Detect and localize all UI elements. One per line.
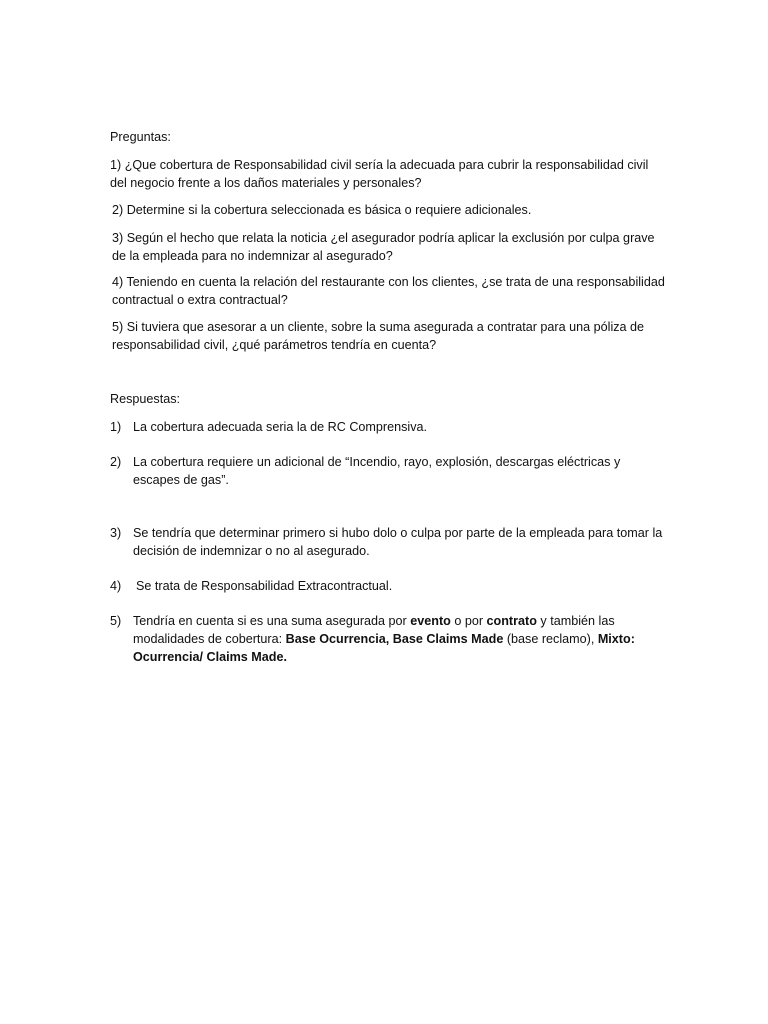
answer-number: 2) xyxy=(110,455,122,469)
question-5: 5) Si tuviera que asesorar a un cliente, sobre la suma asegurada a contratar para una póliza de responsabilidad civil, ¿qué parámetros tendría en cuenta? xyxy=(112,320,645,352)
answer-number: 3) xyxy=(110,526,122,540)
answer-text-part: o por xyxy=(450,614,487,628)
respuestas-heading: Respuestas: xyxy=(110,392,181,406)
question-2: 2) Determine si la cobertura seleccionada es básica o requiere adicionales. xyxy=(112,203,532,217)
answer-text-bold: Mixto: Ocurrencia/ Claims Made. xyxy=(133,632,635,664)
answer-number: 4) xyxy=(110,579,122,593)
answer-text: Se trata de Responsabilidad Extracontractual. xyxy=(136,579,393,593)
answer-text: La cobertura adecuada seria la de RC Comprensiva. xyxy=(133,420,428,434)
answer-text: Se tendría que determinar primero si hubo dolo o culpa por parte de la empleada para tomar la decisión de indemnizar o no al asegurado. xyxy=(133,526,663,558)
answer-number: 5) xyxy=(110,614,122,628)
question-3: 3) Según el hecho que relata la noticia ¿el asegurador podría aplicar la exclusión por culpa grave de la empleada para no indemnizar al asegurado? xyxy=(112,231,655,263)
question-4: 4) Teniendo en cuenta la relación del restaurante con los clientes, ¿se trata de una responsabilidad contractual o extra contractual? xyxy=(112,275,665,307)
answer-text-part: Tendría en cuenta si es una suma asegurada por xyxy=(133,614,411,628)
answer-text-part: (base reclamo), xyxy=(503,632,598,646)
answer-text-bold: Base Ocurrencia, Base Claims Made xyxy=(285,632,504,646)
answer-4 xyxy=(110,577,670,595)
answer-text: La cobertura requiere un adicional de “Incendio, rayo, explosión, descargas eléctricas y escapes de gas”. xyxy=(133,455,621,487)
answer-5 xyxy=(110,612,670,666)
answer-text-bold: evento xyxy=(410,614,451,628)
preguntas-heading: Preguntas: xyxy=(110,130,171,144)
question-1: 1) ¿Que cobertura de Responsabilidad civil sería la adecuada para cubrir la responsabilidad civil del negocio frente a los daños materiales y personales? xyxy=(110,158,649,190)
answer-1 xyxy=(110,418,670,436)
answer-text xyxy=(133,612,670,666)
answer-text-bold: contrato xyxy=(486,614,537,628)
answer-number: 1) xyxy=(110,420,122,434)
answer-3 xyxy=(110,524,670,560)
answer-text-part: y también las modalidades de cobertura: xyxy=(133,614,615,646)
answer-2 xyxy=(110,453,670,489)
